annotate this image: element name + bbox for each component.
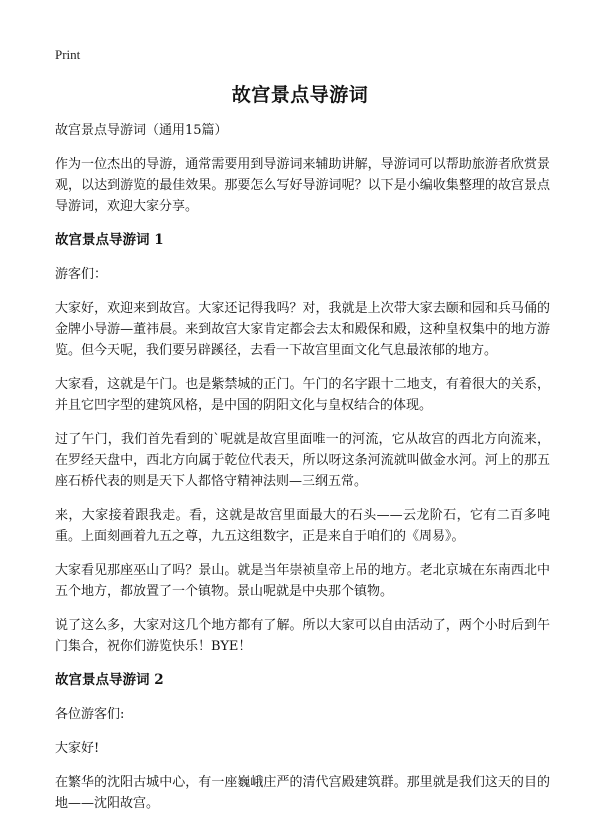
intro-paragraph: 作为一位杰出的导游，通常需要用到导游词来辅助讲解，导游词可以帮助旅游者欣赏景观，以达到游览的最佳效果。那要怎么写好导游词呢？以下是小编收集整理的故宫景点导游词，欢迎大家分享。	[55, 157, 550, 214]
greeting-paragraph: 各位游客们:	[55, 707, 125, 722]
greeting-paragraph: 大家好!	[55, 741, 100, 756]
subtitle-paragraph: 故宫景点导游词（通用15篇）	[55, 123, 228, 138]
body-paragraph: 来，大家接着跟我走。看，这就是故宫里面最大的石头——云龙阶石，它有二百多吨重。上面刻画着九五之尊，九五这组数字，正是来自于咱们的《周易》。	[55, 508, 550, 544]
greeting-paragraph: 游客们：	[55, 267, 108, 282]
print-label[interactable]: Print	[55, 47, 81, 62]
body-paragraph: 说了这么多，大家对这几个地方都有了解。所以大家可以自由活动了，两个小时后到午门集合，祝你们游览快乐！BYE！	[55, 618, 550, 654]
body-paragraph: 大家看见那座巫山了吗？景山。就是当年崇祯皇帝上吊的地方。老北京城在东南西北中五个地方，都放置了一个镇物。景山呢就是中央那个镇物。	[55, 563, 550, 599]
body-paragraph: 在繁华的沈阳古城中心，有一座巍峨庄严的清代宫殿建筑群。那里就是我们这天的目的地——沈阳故宫。	[55, 775, 550, 811]
document-body	[55, 120, 550, 827]
section-heading-1: 故宫景点导游词 1	[55, 232, 164, 248]
body-paragraph: 大家看，这就是午门。也是紫禁城的正门。午门的名字跟十二地支，有着很大的关系，并且它凹字型的建筑风格，是中国的阴阳文化与皇权结合的体现。	[55, 377, 550, 413]
document-title: 故宫景点导游词	[231, 84, 369, 106]
section-heading-2: 故宫景点导游词 2	[55, 672, 164, 688]
body-paragraph: 过了午门，我们首先看到的`呢就是故宫里面唯一的河流，它从故宫的西北方向流来，在罗经天盘中，西北方向属于乾位代表天，所以呀这条河流就叫做金水河。河上的那五座石桥代表的则是天下人都恪守精神法则—三纲五常。	[55, 432, 550, 489]
body-paragraph: 大家好，欢迎来到故宫。大家还记得我吗？对，我就是上次带大家去颐和园和兵马俑的金牌小导游—董祎晨。来到故宫大家肯定都会去太和殿保和殿，这种皇权集中的地方游览。但今天呢，我们要另辟蹊径，去看一下故宫里面文化气息最浓郁的地方。	[55, 301, 550, 358]
